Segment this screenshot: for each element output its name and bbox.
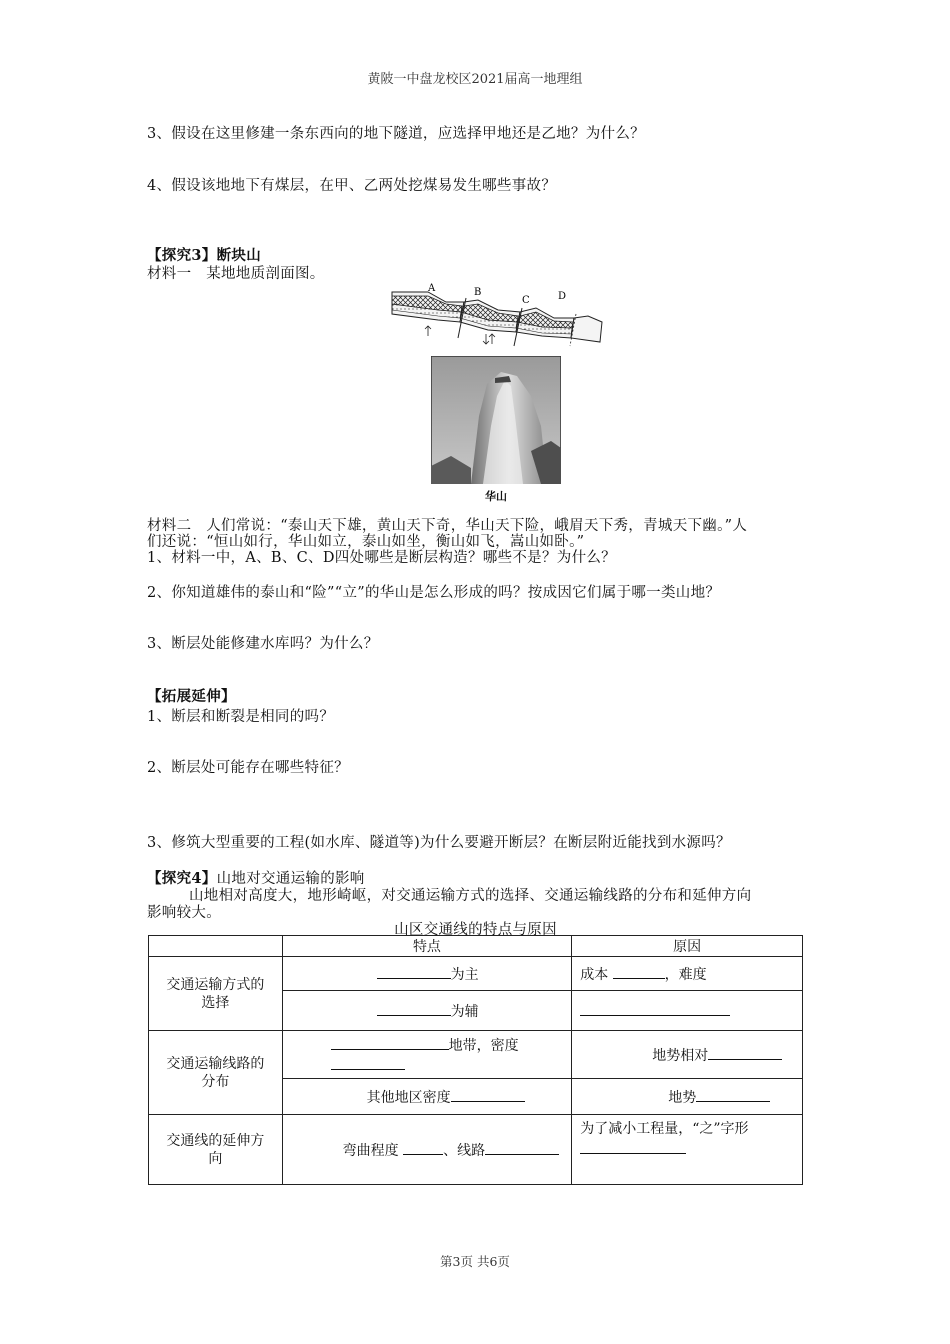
cell-mode-main-reason: 成本 ，难度 — [572, 957, 803, 991]
label-c: C — [522, 295, 530, 306]
cell-dist-other-feature: 其他地区密度 — [282, 1079, 572, 1115]
material-one: 材料一 某地地质剖面图。 — [147, 266, 325, 282]
extension-question-1: 1、断层和断裂是相同的吗？ — [147, 709, 335, 725]
blank[interactable] — [696, 1087, 770, 1102]
geologic-section-diagram — [388, 280, 606, 350]
page-footer: 第3页 共6页 — [440, 1254, 510, 1269]
blank[interactable] — [580, 1139, 686, 1154]
blank[interactable] — [613, 964, 665, 979]
cell-dist-other-reason: 地势 — [572, 1079, 803, 1115]
cell-direction-reason: 为了减小工程量，“之”字形 — [572, 1115, 803, 1185]
cell-direction-feature: 弯曲程度 、线路 — [282, 1115, 572, 1185]
label-a: A — [428, 283, 436, 294]
blank[interactable] — [377, 1001, 451, 1016]
transport-table — [148, 935, 803, 1185]
header-empty — [149, 936, 283, 957]
extension-question-3: 3、修筑大型重要的工程(如水库、隧道等)为什么要避开断层？在断层附近能找到水源吗？ — [147, 835, 731, 851]
blank[interactable] — [331, 1055, 405, 1070]
explore4-para-line1: 山地相对高度大，地形崎岖，对交通运输方式的选择、交通运输线路的分布和延伸方向 — [189, 888, 752, 904]
cell-mode-aux-reason — [572, 991, 803, 1031]
blank[interactable] — [580, 1001, 730, 1016]
col-header-reason: 原因 — [572, 936, 803, 957]
blank[interactable] — [377, 964, 451, 979]
question-4: 4、假设该地地下有煤层，在甲、乙两处挖煤易发生哪些事故？ — [147, 178, 557, 194]
row-label-distribution: 交通运输线路的分布 — [149, 1031, 283, 1115]
blank[interactable] — [451, 1087, 525, 1102]
blank[interactable] — [331, 1035, 449, 1050]
explore3-question-1: 1、材料一中，A、B、C、D四处哪些是断层构造？哪些不是？为什么？ — [147, 550, 616, 566]
cell-mode-main-feature: 为主 — [282, 957, 572, 991]
label-d: D — [558, 291, 567, 302]
material-two-line2: 们还说：“恒山如行，华山如立，泰山如坐，衡山如飞，嵩山如卧。” — [147, 534, 585, 550]
material-two-line1: 材料二 人们常说：“泰山天下雄，黄山天下奇，华山天下险，峨眉天下秀，青城天下幽。”人 — [147, 518, 748, 534]
page-header: 黄陂一中盘龙校区2021届高一地理组 — [367, 72, 583, 87]
explore4-para-line2: 影响较大。 — [147, 905, 221, 921]
row-label-direction: 交通线的延伸方向 — [149, 1115, 283, 1185]
cell-dist-main-reason: 地势相对 — [572, 1031, 803, 1079]
explore3-title: 【探究3】断块山 — [147, 247, 261, 264]
row-label-mode: 交通运输方式的选择 — [149, 957, 283, 1031]
label-b: B — [474, 287, 482, 298]
extension-question-2: 2、断层处可能存在哪些特征？ — [147, 760, 349, 776]
cell-mode-aux-feature: 为辅 — [282, 991, 572, 1031]
explore4-title-bold: 【探究4】 — [147, 870, 217, 887]
explore3-question-3: 3、断层处能修建水库吗？为什么？ — [147, 636, 379, 652]
explore3-question-2: 2、你知道雄伟的泰山和“险”“立”的华山是怎么形成的吗？按成因它们属于哪一类山地？ — [147, 585, 721, 601]
question-3: 3、假设在这里修建一条东西向的地下隧道，应选择甲地还是乙地？为什么？ — [147, 126, 645, 142]
photo-caption: 华山 — [485, 490, 507, 503]
cell-dist-main-feature: 地带，密度 — [282, 1031, 572, 1079]
explore4-title-rest: 山地对交通运输的影响 — [216, 871, 365, 887]
blank[interactable] — [708, 1045, 782, 1060]
extension-title: 【拓展延伸】 — [147, 688, 236, 705]
huashan-photo — [431, 356, 561, 484]
col-header-feature: 特点 — [282, 936, 572, 957]
blank[interactable] — [485, 1140, 559, 1155]
blank[interactable] — [403, 1140, 443, 1155]
table-caption: 山区交通线的特点与原因 — [394, 922, 557, 938]
